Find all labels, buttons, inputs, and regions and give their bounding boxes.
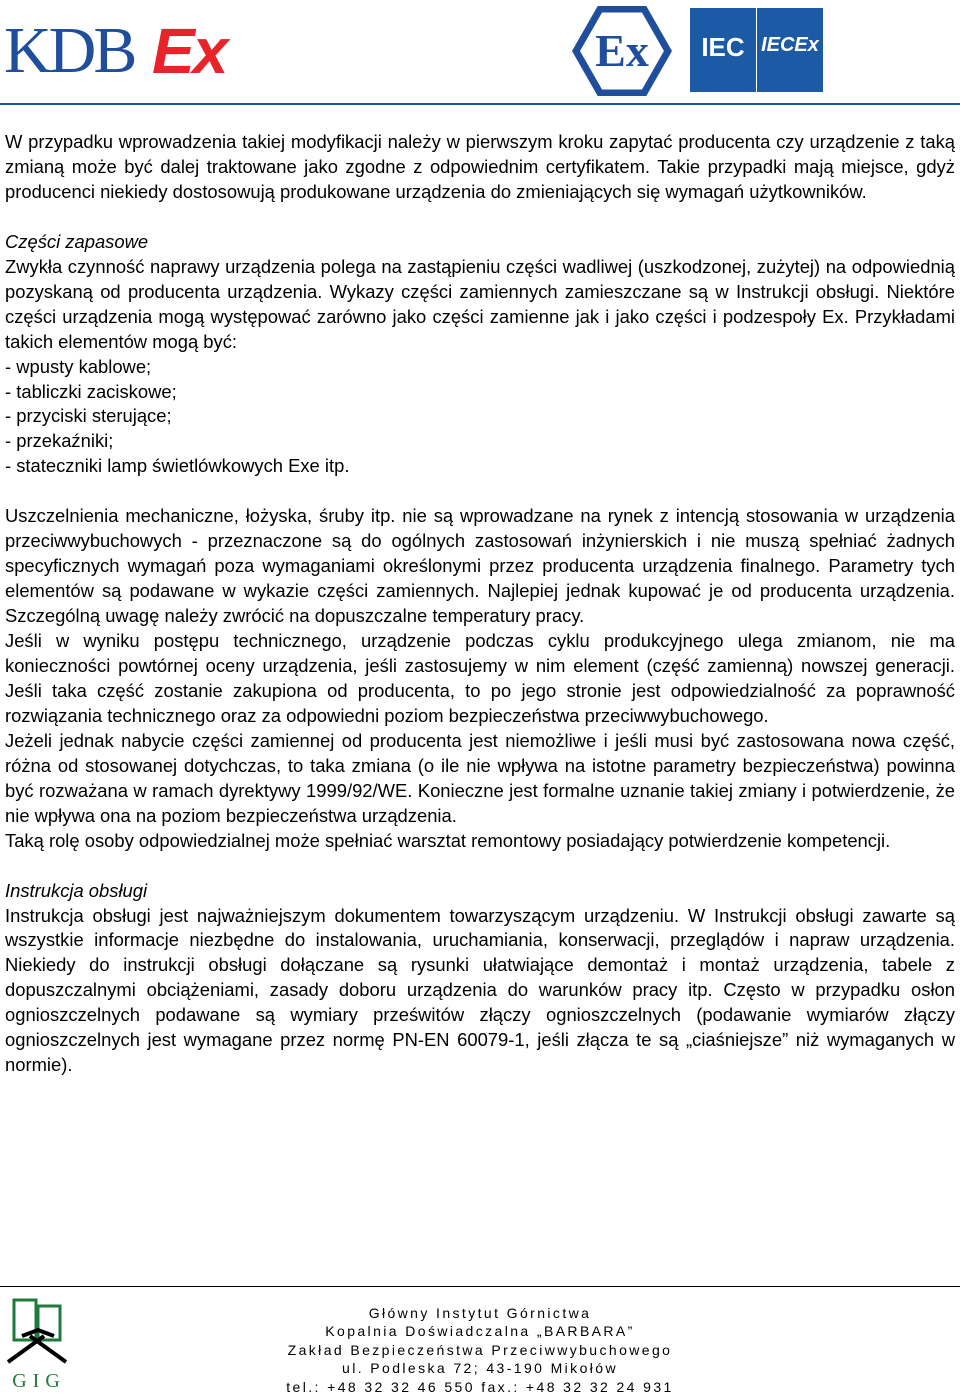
footer-phone-fax: tel.: +48 32 32 46 550 fax.: +48 32 32 24 931 <box>286 1378 674 1395</box>
header-divider <box>0 103 960 105</box>
list-item: - wpusty kablowe; <box>5 355 152 377</box>
paragraph-gap <box>5 479 955 504</box>
footer-department: Zakład Bezpieczeństwa Przeciwwybuchowego <box>287 1341 673 1358</box>
paragraph-spare-parts: Zwykła czynność naprawy urządzenia polega na zastąpieniu części wadliwej (uszkodzonej, zużytej) na odpowiednią pozyskaną od producenta urządzenia. Wykazy części zamiennych zamieszczane są w Instrukcji obsługi. Niektóre części urządzenia mogą występować zarówno jako części zamienne jak i jako części i podzespoły Ex. Przykładami takich elementów mogą być: <box>5 255 955 352</box>
paragraph-gap <box>5 854 955 879</box>
page-header <box>0 0 960 106</box>
logo-kdb-text: KDB <box>4 14 135 87</box>
footer-divider <box>0 1286 960 1287</box>
paragraph-technical-progress: Jeśli w wyniku postępu technicznego, urządzenie podczas cyklu produkcyjnego ulega zmianom, nie ma konieczności powtórnej oceny urządzenia, jeśli zastosujemy w nim element (część zamienną) nowszej generacji. Jeśli taka część zostanie zakupiona od producenta, to po jego stronie jest odpowiedzialność za poprawność rozwiązania technicznego oraz za odpowiedni poziom bezpieczeństwa przeciwwybuchowego. <box>5 630 955 726</box>
list-item: - tabliczki zaciskowe; <box>5 380 177 402</box>
iecex-logo-text: IECEx <box>761 34 819 56</box>
logo-ex-text: Ex <box>152 15 227 87</box>
svg-text:Ex: Ex <box>595 25 649 76</box>
paragraph-manual: Instrukcja obsługi jest najważniejszym dokumentem towarzyszącym urządzeniu. W Instrukcji obsługi zawarte są wszystkie informacje niezbędne do instalowania, uruchamiania, konserwacji, przeglądów i napraw urządzenia. Niekiedy do instrukcji obsługi dołączane są rysunki ułatwiające demontaż i montaż urządzenia, tabele z dopuszczalnymi obciążeniami, zasady doboru urządzenia do warunków pracy itp. Często w przypadku osłon ognioszczelnych podawane są wymiary prześwitów złączy ognioszczelnych (podawanie wymiarów złączy ognioszczelnych jest wymagane przez normę PN-EN 60079-1, jeśli złącza te są „ciaśniejsze” niż wymaganych w normie). <box>5 904 955 1076</box>
list-item: - stateczniki lamp świetlówkowych Exe itp. <box>5 455 350 477</box>
gig-mining-logo-icon <box>4 1296 70 1368</box>
gig-logo-text: GIG <box>12 1370 66 1392</box>
paragraph-gap <box>5 205 955 230</box>
iec-logo-text: IEC <box>701 32 745 62</box>
iecex-logo <box>757 8 823 92</box>
paragraph-replacement: Jeżeli jednak nabycie części zamiennej od producenta jest niemożliwe i jeśli musi być zastosowana nowa część, różna od stosowanej dotychczas, to taka zmiana (o ile nie wpływa na istotne parametry bezpieczeństwa) powinna być rozważana w ramach dyrektywy 1999/92/WE. Konieczne jest formalne uznanie takiej zmiany i potwierdzenie, że nie wpływa ona na poziom bezpieczeństwa urządzenia. <box>5 729 955 826</box>
list-item: - przyciski sterujące; <box>5 405 172 427</box>
iec-logo <box>690 8 756 92</box>
footer-street: ul. Podleska 72; 43-190 Mikołów <box>342 1360 618 1377</box>
section-heading-manual: Instrukcja obsługi <box>5 879 148 901</box>
document-body <box>5 130 955 1078</box>
paragraph-seals: Uszczelnienia mechaniczne, łożyska, śruby itp. nie są wprowadzane na rynek z intencją stosowania w urządzenia przeciwwybuchowych - przeznaczone są do ogólnych zastosowań inżynierskich i nie muszą spełniać żadnych specyficznych wymagań poza wymaganiami określonymi przez producenta urządzenia finalnego. Parametry tych elementów są podawane w wykazie części zamiennych. Najlepiej jednak kupować je od producenta urządzenia. Szczególną uwagę należy zwrócić na dopuszczalne temperatury pracy. <box>5 505 955 627</box>
atex-ex-hexagon-icon <box>572 6 672 96</box>
paragraph-modification: W przypadku wprowadzenia takiej modyfikacji należy w pierwszym kroku zapytać producenta czy urządzenie z taką zmianą może być dalej traktowane jako zgodne z odpowiednim certyfikatem. Takie przypadki mają miejsce, gdyż producenci niekiedy dostosowują produkowane urządzenia do zmieniających się wymagań użytkowników. <box>5 131 955 202</box>
section-heading-spare-parts: Części zapasowe <box>5 230 149 252</box>
paragraph-workshop: Taką rolę osoby odpowiedzialnej może spełniać warsztat remontowy posiadający potwierdzenie kompetencji. <box>5 829 891 851</box>
footer-institute: Główny Instytut Górnictwa <box>368 1305 592 1321</box>
footer-mine: Kopalnia Doświadczalna „BARBARA” <box>325 1323 635 1340</box>
footer-address <box>270 1304 690 1396</box>
list-item: - przekaźniki; <box>5 430 114 452</box>
gig-logo <box>4 1296 70 1392</box>
